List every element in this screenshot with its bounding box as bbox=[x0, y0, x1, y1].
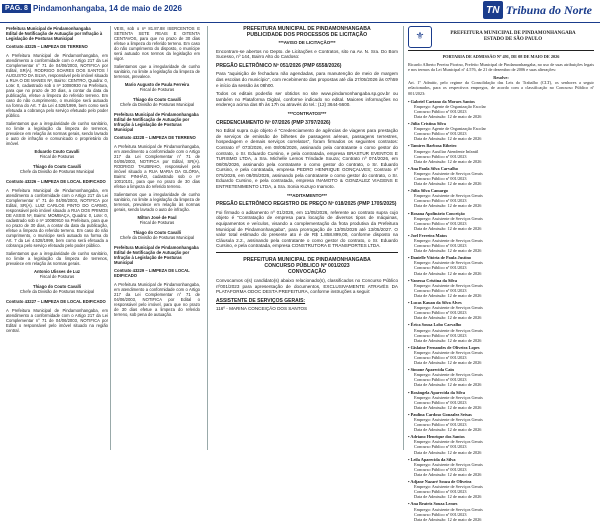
employee-detail: Concurso Público nº 001/2023 bbox=[414, 444, 467, 450]
notice-body: Salientamos que a irregularidade de cunho sanitário, no limite a legislação da limpeza de terrenos, prevalece em relação às normas gerais. bbox=[6, 251, 108, 266]
employee-detail: Concurso Público nº 001/2023 bbox=[414, 466, 467, 472]
contract-label: Contrato 43226 – LIMPEZA DE LOCAL EDIFICADO bbox=[6, 179, 106, 184]
state-name: ESTADO DE SÃO PAULO bbox=[483, 37, 543, 42]
employee-name: • Rosângela Aparecida da Silva bbox=[408, 389, 466, 395]
signature-block bbox=[114, 82, 200, 92]
procurement-title: PREGÃO ELETRÔNICO REGISTRO DE PREÇO Nº 018/2025 (PMP 1705/2025) bbox=[216, 201, 397, 208]
employee-detail: Emprego: Assistente de Serviços Gerais bbox=[414, 170, 483, 176]
admission-entry bbox=[408, 121, 594, 141]
employee-detail: Concurso Público nº 001/2023 bbox=[414, 354, 467, 360]
signer-name: Milton José de Paul bbox=[137, 215, 177, 220]
convocacao-heading: CONVOCAÇÃO bbox=[287, 269, 327, 275]
admission-entry bbox=[408, 211, 594, 231]
signature-block bbox=[114, 97, 200, 107]
notice-subtitle: Edital de Notificação de Autuação por Infração à Legislação de Posturas Municipal bbox=[114, 117, 190, 132]
notice-body: Foi firmado o aditamento nº 01/2026, em 11/05/2026, referente ao contrato supra cujo objeto é "Contratação de empresa para locação de diversos tipos de máquinas, equipamentos e veículos, visando a complementação da frota produtiva da Prefeitura Municipal de Pindamonhangaba", para prorrogação de 13/05/2026 até 13/05/2027. O valor total estimado do presente ato é de R$ 1.858.899,00, conforme disposto na Cláusula 2.2., assinando pela contratante o como gestor do contrato, o Sr. Eduardo Cursino, e pela contratada, empresa CONSTRUTORA E TRANSPORTES LTDA. bbox=[216, 209, 398, 249]
employee-detail: Concurso Público nº 001/2023 bbox=[414, 153, 467, 159]
employee-detail: Data de Admissão: 12 de maio de 2026 bbox=[414, 404, 482, 410]
employee-detail: Emprego: Agente de Organização Escolar bbox=[414, 103, 486, 109]
employee-name: • Adriano Henrique dos Santos bbox=[408, 434, 465, 440]
employee-detail: Data de Admissão: 12 de maio de 2026 bbox=[414, 360, 482, 366]
employee-detail: Emprego: Assistente de Serviços Gerais bbox=[414, 305, 483, 311]
portaria-header-text bbox=[432, 31, 594, 43]
employee-detail: Concurso Público nº 001/2023 bbox=[414, 131, 467, 137]
notice-body: VEIS, sob o nº 81.87.88 ISERCENTOS E SETENTA SETE REAIS E OITENTA CENTAVOS, para que no prazo de 30 dias efetue a limpeza do referido terreno. Em caso do não cumprimento do disposto, o munícipe será autuado nos termos da legislação em vigor. bbox=[114, 26, 200, 61]
admission-entry bbox=[408, 367, 594, 387]
employee-detail: Concurso Público nº 001/2023 bbox=[414, 175, 467, 181]
column-divider bbox=[207, 26, 208, 450]
procurement-title: CREDENCIAMENTO Nº 07/2026 (PMP 3797/2026) bbox=[216, 119, 331, 126]
admission-entry bbox=[408, 278, 594, 298]
employee-detail: Data de Admissão: 12 de maio de 2026 bbox=[414, 136, 482, 142]
employee-name: • Érica Sousa Lobo Carvalho bbox=[408, 322, 462, 328]
admission-entry bbox=[408, 143, 594, 163]
employee-detail: Emprego: Assistente de Serviços Gerais bbox=[414, 506, 483, 512]
admission-entry bbox=[408, 412, 594, 432]
column-3 bbox=[216, 26, 398, 450]
employee-detail: Data de Admissão: 12 de maio de 2026 bbox=[414, 382, 482, 388]
candidate-entry: 116º - MARINA CONCEIÇÃO DOS SANTOS bbox=[216, 306, 308, 312]
employee-detail: Data de Admissão: 12 de maio de 2026 bbox=[414, 337, 482, 343]
notice-title: Prefeitura Municipal de Pindamonhangaba bbox=[114, 245, 199, 250]
employee-detail: Concurso Público nº 001/2023 bbox=[414, 243, 467, 249]
employee-detail: Emprego: Assistente de Serviços Gerais bbox=[414, 260, 483, 266]
employee-detail: Concurso Público nº 001/2023 bbox=[414, 422, 467, 428]
signature-block bbox=[6, 149, 108, 159]
signer-role: Fiscal de Posturas bbox=[139, 87, 175, 92]
resolve-label: Resolve: bbox=[493, 75, 509, 81]
newspaper-header bbox=[0, 0, 600, 23]
admission-entry bbox=[408, 501, 594, 521]
signer-name: Mario Augusto de Paula Ferreira bbox=[124, 82, 190, 87]
employee-detail: Data de Admissão: 12 de maio de 2026 bbox=[414, 516, 482, 522]
employee-detail: Data de Admissão: 12 de maio de 2026 bbox=[414, 113, 482, 119]
signer-name: Thiago do Couto Cavalli bbox=[33, 284, 81, 289]
employee-detail: Emprego: Assistente de Serviços Gerais bbox=[414, 282, 483, 288]
admission-entry bbox=[408, 188, 594, 208]
notice-body: Encontram-se abertos no Depto. de Licitações e Contratos, sito na Av. N. Sra. Do Bom Sucesso, nº 144, Bairro Alto do Cardoso: bbox=[216, 48, 398, 60]
admission-entry bbox=[408, 233, 594, 253]
employee-detail: Data de Admissão: 12 de maio de 2026 bbox=[414, 449, 482, 455]
employee-name: • Júlia Silva Camargo bbox=[408, 188, 449, 194]
signer-name: Eduardo Couto Cavalli bbox=[34, 149, 80, 154]
page-tag: PÁG. 8 bbox=[2, 4, 31, 13]
employee-detail: Emprego: Assistente de Serviços Gerais bbox=[414, 439, 483, 445]
employee-name: • Júlia Cristina Silva bbox=[408, 121, 446, 127]
aviso-heading: ***AVISO DE LICITAÇÃO*** bbox=[278, 40, 336, 45]
signer-name: Thiago do Couto Cavalli bbox=[133, 230, 181, 235]
column-divider bbox=[110, 26, 111, 450]
section-subtitle: PUBLICIDADE DOS PROCESSOS DE LICITAÇÃO bbox=[246, 32, 368, 38]
newspaper-logo bbox=[483, 1, 592, 19]
section-title: PREFEITURA MUNICIPAL DE PINDAMONHANGABA bbox=[243, 26, 371, 32]
notice-body: A Prefeitura Municipal de Pindamonhangaba, em atendimento a conformidade com o Artigo 217 da Lei Complementar n° 71 de 04/06/2003, NOTIFICA por Edital, SR(A). RODRIGO SOARES DOS SANTOS / AUGUSTO DA SILVA, responsável pelo imóvel situado a RUA O DE MANES Nº, Bairro: CENTRO, Quadra: 0, Lote: 0, cadastrado sob o nº 10080930 na Prefeitura, para que no prazo de 30 dias, a contar da data da publicação, efetue a limpeza do referido terreno. Em caso do não cumprimento, o munícipe será autuado na forma do Art. 7 da Lei 4.528/1999, bem como será efetuada a cobrança pelo serviço efetuado pelo poder público. bbox=[6, 53, 108, 118]
employee-detail: Data de Admissão: 12 de maio de 2026 bbox=[414, 471, 482, 477]
admission-entry bbox=[408, 345, 594, 365]
employee-detail: Emprego: Auxiliar Atendente Infantil bbox=[414, 148, 479, 154]
signer-role: Fiscal de Posturas bbox=[39, 274, 75, 279]
column-1 bbox=[6, 26, 108, 450]
employee-name: • Vanessa Cristina da Silva bbox=[408, 277, 458, 283]
divider bbox=[216, 252, 398, 253]
admission-entry bbox=[408, 479, 594, 499]
portaria-article: Art. 1º Admitir, pelo regime da Consolidação das Leis do Trabalho (CLT), os senhores a seguir relacionados, para os respectivos empregos, de acordo com a classificação no Concurso Público nº 001/2023: bbox=[408, 80, 594, 96]
employee-detail: Data de Admissão: 12 de maio de 2026 bbox=[414, 203, 482, 209]
notice-body: Salientamos que a irregularidade de cunho sanitário, no limite a legislação da limpeza de terrenos, prevalece em relação às normas gerais, sendo lavrado o auto de infração. bbox=[114, 192, 200, 212]
notice-body: Salientamos que a irregularidade de cunho sanitário, no limite a legislação da limpeza de terrenos, prevalece. bbox=[114, 64, 200, 79]
employee-name: • Leila Aparecida da Silva bbox=[408, 456, 456, 462]
employee-detail: Concurso Público nº 001/2023 bbox=[414, 220, 467, 226]
signer-role: Chefe da Divisão de Posturas Municipal bbox=[19, 169, 95, 174]
employee-name: • Adjane Nazaré Souza de Oliveira bbox=[408, 479, 472, 485]
employee-detail: Data de Admissão: 12 de maio de 2026 bbox=[414, 270, 482, 276]
portaria-intro: Ricardo Alberto Pereira Piorino, Prefeito Municipal de Pindamonhangaba, no uso de suas atribuições legais e nos termos da Lei Municipal nº 4.576, de 21 de dezembro de 2006 e suas alterações: bbox=[408, 62, 594, 73]
notice-body: Salientamos que a irregularidade de cunho sanitário, no limite a legislação da limpeza de terrenos, prevalece em relação às normas gerais, sendo lavrado o auto de infração e comunicado o proprietário do imóvel. bbox=[6, 121, 108, 146]
column-4 bbox=[408, 26, 594, 522]
employee-name: • Danielle Vitória de Paula Justino bbox=[408, 255, 471, 261]
employee-name: • Lucas Kauan da Silva Alves bbox=[408, 300, 462, 306]
signer-role: Chefe da Divisão de Posturas Municipal bbox=[119, 102, 195, 107]
employee-detail: Data de Admissão: 12 de maio de 2026 bbox=[414, 248, 482, 254]
contract-label: Contrato 43229 – LIMPEZA DE LOCAL EDIFICADO bbox=[114, 268, 190, 278]
admission-entry bbox=[408, 166, 594, 186]
employee-detail: Concurso Público nº 001/2023 bbox=[414, 399, 467, 405]
employee-detail: Emprego: Assistente de Serviços Gerais bbox=[414, 372, 483, 378]
employee-detail: Concurso Público nº 001/2023 bbox=[414, 511, 467, 517]
aditamento-heading: ***ADITAMENTO*** bbox=[286, 192, 328, 198]
column-2 bbox=[114, 26, 200, 450]
notice-subtitle: Edital de Notificação de Autuação por Infração à Legislação de Posturas Municipal bbox=[6, 31, 103, 41]
logo-mark-icon: TN bbox=[483, 1, 503, 19]
signer-role: Fiscal de Posturas bbox=[39, 154, 75, 159]
admission-entry bbox=[408, 300, 594, 320]
notice-body: A Prefeitura Municipal de Pindamonhangaba, em atendimento a conformidade com o Artigo 217 da Lei Complementar n° 71 de 04/06/2003, NOTIFICA por Edital o responsável pelo imóvel situado na região central. bbox=[6, 308, 108, 333]
portaria-title: PORTARIA DE ADMISSÃO Nº 491, DE 08 DE MAIO DE 2026 bbox=[442, 54, 560, 59]
employee-name: • Paulina Cardoso Gonzalez Seixas bbox=[408, 411, 472, 417]
employee-detail: Data de Admissão: 12 de maio de 2026 bbox=[414, 158, 482, 164]
procurement-title: PREGÃO ELETRÔNICO Nº 051/2026 (PMP 6558/2026) bbox=[216, 62, 342, 69]
admission-entry bbox=[408, 390, 594, 410]
notice-body: A Prefeitura Municipal de Pindamonhangaba, em atendimento a conformidade com o Artigo 217 da Lei Complementar n° 71 de 04/06/2003, NOTIFICA por Edital, SR(A). RODRIGO TAUBINHO, responsável pelo imóvel situado a RUA MARIA DA GLÓRIA, Bairro: PINHÃO, cadastrado sob o nº 10010101, para que no prazo de 30 dias efetue a limpeza do referido terreno. bbox=[114, 144, 200, 189]
signature-block bbox=[6, 284, 108, 294]
role-heading: ASSISTENTE DE SERVIÇOS GERAIS: bbox=[216, 297, 306, 304]
employee-detail: Emprego: Agente de Organização Escolar bbox=[414, 126, 486, 132]
notice-body: Para "aquisição de fechadura não agendadas, para manutenção de meio de margem das escolas do município", com recebimento das propostas até dia 27/05/2026 às 07h59 e início da sessão às 08h00. bbox=[216, 71, 398, 88]
admission-entry bbox=[408, 322, 594, 342]
municipal-crest-icon: ⚜ bbox=[408, 26, 432, 48]
notice-subtitle: Edital de Notificação de Autuação por Infração à Legislação de Posturas Municipal bbox=[114, 250, 190, 265]
employee-detail: Concurso Público nº 001/2023 bbox=[414, 377, 467, 383]
admission-entry bbox=[408, 99, 594, 119]
employee-detail: Concurso Público nº 001/2023 bbox=[414, 332, 467, 338]
notice-body: A Prefeitura Municipal de Pindamonhangaba, em atendimento a conformidade com o Artigo 217 da Lei Complementar n° 71 de 04/06/2003, NOTIFICA por Edital o responsável pelo imóvel, para que no prazo de 30 dias efetue a limpeza do referido terreno, sob pena de autuação. bbox=[114, 282, 200, 317]
employee-detail: Data de Admissão: 12 de maio de 2026 bbox=[414, 292, 482, 298]
employee-name: • Joel Ferreira Matos bbox=[408, 232, 448, 238]
signature-block bbox=[114, 215, 200, 225]
employee-detail: Concurso Público nº 001/2023 bbox=[414, 198, 467, 204]
portaria-header bbox=[408, 26, 594, 51]
contract-label: Contrato 43225 – LIMPEZA DE TERRENO bbox=[6, 44, 88, 49]
notice-body: Todos os editais poderão ser obtidos no site www.pindamonhangaba.sp.gov.br ou também no Plataforma Digital, conforme indicado no edital. Maiores informações no endereço acima das 8h às 17h ou através do tel.: (12) 3644-5600. bbox=[216, 91, 398, 108]
section-subtitle: CONCURSO PÚBLICO Nº 001/2023 bbox=[264, 263, 350, 269]
employee-detail: Data de Admissão: 12 de maio de 2026 bbox=[414, 427, 482, 433]
admission-list bbox=[408, 99, 594, 522]
signature-block bbox=[6, 164, 108, 174]
employee-detail: Concurso Público nº 001/2023 bbox=[414, 310, 467, 316]
admission-entry bbox=[408, 255, 594, 275]
contract-label: Contrato 43227 – LIMPEZA DE LOCAL EDIFICADO bbox=[6, 299, 106, 304]
employee-name: • Simone Aparecida Cain bbox=[408, 367, 454, 373]
contract-label: Contrato 43228 – LIMPEZA DE TERRENO bbox=[114, 135, 196, 140]
employee-detail: Concurso Público nº 001/2023 bbox=[414, 108, 467, 114]
employee-name: • Ana Paula Silva Carvalho bbox=[408, 165, 458, 171]
employee-name: • Gabriel Caetano da Moraes Santos bbox=[408, 98, 475, 104]
signer-role: Chefe da Divisão de Posturas Municipal bbox=[119, 235, 195, 240]
notice-title: Prefeitura Municipal de Pindamonhangaba bbox=[114, 112, 199, 117]
employee-detail: Concurso Público nº 001/2023 bbox=[414, 489, 467, 495]
employee-detail: Concurso Público nº 001/2023 bbox=[414, 265, 467, 271]
employee-detail: Emprego: Assistente de Serviços Gerais bbox=[414, 327, 483, 333]
employee-name: • Tamires Barbosa Ribeiro bbox=[408, 143, 457, 149]
signature-block bbox=[114, 230, 200, 240]
signer-name: Antonio Ulisses de Luz bbox=[33, 269, 81, 274]
signature-block bbox=[6, 269, 108, 279]
notice-body: A Prefeitura Municipal de Pindamonhangaba, em atendimento a conformidade com o Artigo 217 da Lei Complementar n° 71 de 04/06/2003, NOTIFICA por Edital, SR(A). LUIZ CARLOS PINTO DO CARMO, responsável pelo imóvel situado a RUA DOS PRIMOS DE ASSIS Nº, Bairro: MOMBAÇA, Quadra: 0, Lote: 0, cadastrado sob o nº 10080910 na Prefeitura, para que no prazo de 30 dias, a contar da data da publicação, efetue a limpeza do referido terreno. Em caso do não cumprimento, o munícipe será autuado na forma do Art. 7 da Lei 4.528/1999, bem como será efetuada a cobrança pelo serviço efetuado pelo poder público. bbox=[6, 188, 108, 248]
employee-detail: Data de Admissão: 12 de maio de 2026 bbox=[414, 225, 482, 231]
employee-detail: Emprego: Assistente de Serviços Gerais bbox=[414, 238, 483, 243]
employee-name: • Rosana Apolinário Conceição bbox=[408, 210, 465, 216]
column-divider bbox=[403, 26, 404, 450]
employee-detail: Emprego: Assistente de Serviços Gerais bbox=[414, 193, 483, 199]
employee-detail: Data de Admissão: 12 de maio de 2026 bbox=[414, 181, 482, 187]
signer-name: Thiago do Couto Cavalli bbox=[33, 164, 81, 169]
employee-detail: Emprego: Assistente de Serviços Gerais bbox=[414, 349, 483, 355]
signer-name: Thiago do Couto Cavalli bbox=[133, 97, 181, 102]
logo-name: Tribuna do Norte bbox=[505, 2, 592, 17]
employee-detail: Concurso Público nº 001/2023 bbox=[414, 287, 467, 293]
employee-detail: Emprego: Assistente de Serviços Gerais bbox=[414, 394, 483, 400]
signer-role: Fiscal de Posturas bbox=[139, 220, 175, 225]
admission-entry bbox=[408, 457, 594, 477]
employee-detail: Emprego: Assistente de Serviços Gerais bbox=[414, 215, 483, 221]
contratos-heading: ***CONTRATOS*** bbox=[287, 110, 327, 116]
admission-entry bbox=[408, 434, 594, 454]
municipality-name: PREFEITURA MUNICIPAL DE PINDAMONHANGABA bbox=[450, 31, 576, 36]
dateline: Pindamonhangaba, 14 de maio de 2026 bbox=[33, 4, 182, 13]
signer-role: Chefe da Divisão de Posturas Municipal bbox=[19, 289, 95, 294]
employee-detail: Data de Admissão: 12 de maio de 2026 bbox=[414, 315, 482, 321]
employee-detail: Emprego: Assistente de Serviços Gerais bbox=[414, 484, 483, 490]
section-title: PREFEITURA MUNICIPAL DE PINDAMONHANGABA bbox=[243, 257, 371, 263]
notice-body: No Edital supra cujo objeto é "Credenciamento de agências de viagens para prestação de serviços de emissão de bilhetes de passagens aéreas, passagens terrestres, hospedagem e demais serviços correlatos", foram firmados os seguintes contratos: Contrato nº 073/2026, em 08/05/2026, assinando pela contratante o como gestor do contrato, o Sr. Eduardo Cursino, e pela contratada, empresa BRASTUR EVENTOS E TURISMO LTDA, a Sra. Michelle Lemos Trindade Souza; Contrato nº 074/2026, em 08/05/2026, assinando pela contratante o como gestor do contrato, o Sr. Eduardo Cursino, e pela contratada, empresa PEDRO HENRIQUE GONÇALVES; Contrato nº 075/2026, em 08/05/2026, assinando pela contratante o como gestor do contrato, o Sr. Eduardo Cursino, e pela contratada, empresa INAMOTO & GONZALEZ VIAGENS E ENTRETENIMENTO LTDA, a Sra. Sonia Kuzuyo Inamoto. bbox=[216, 128, 398, 190]
notice-body: Convocamos o(s) candidato(s) abaixo relacionado(s), classificados no Concurso Público nº001/2023 para apresentação de documentos, EXCLUSIVAMENTE ATRAVÉS DA PLATAFORMA ODOC DESTA PREFEITURA, conforme instruções a seguir: bbox=[216, 278, 398, 295]
employee-name: • Ana Beatriz Souza Lemes bbox=[408, 501, 458, 507]
employee-detail: Data de Admissão: 12 de maio de 2026 bbox=[414, 494, 482, 500]
employee-detail: Emprego: Assistente de Serviços Gerais bbox=[414, 461, 483, 467]
notice-title: Prefeitura Municipal de Pindamonhangaba bbox=[6, 26, 91, 31]
employee-detail: Emprego: Assistente de Serviços Gerais bbox=[414, 417, 483, 422]
employee-name: • Gislaine Fernandes de Oliveira Lopes bbox=[408, 344, 480, 350]
